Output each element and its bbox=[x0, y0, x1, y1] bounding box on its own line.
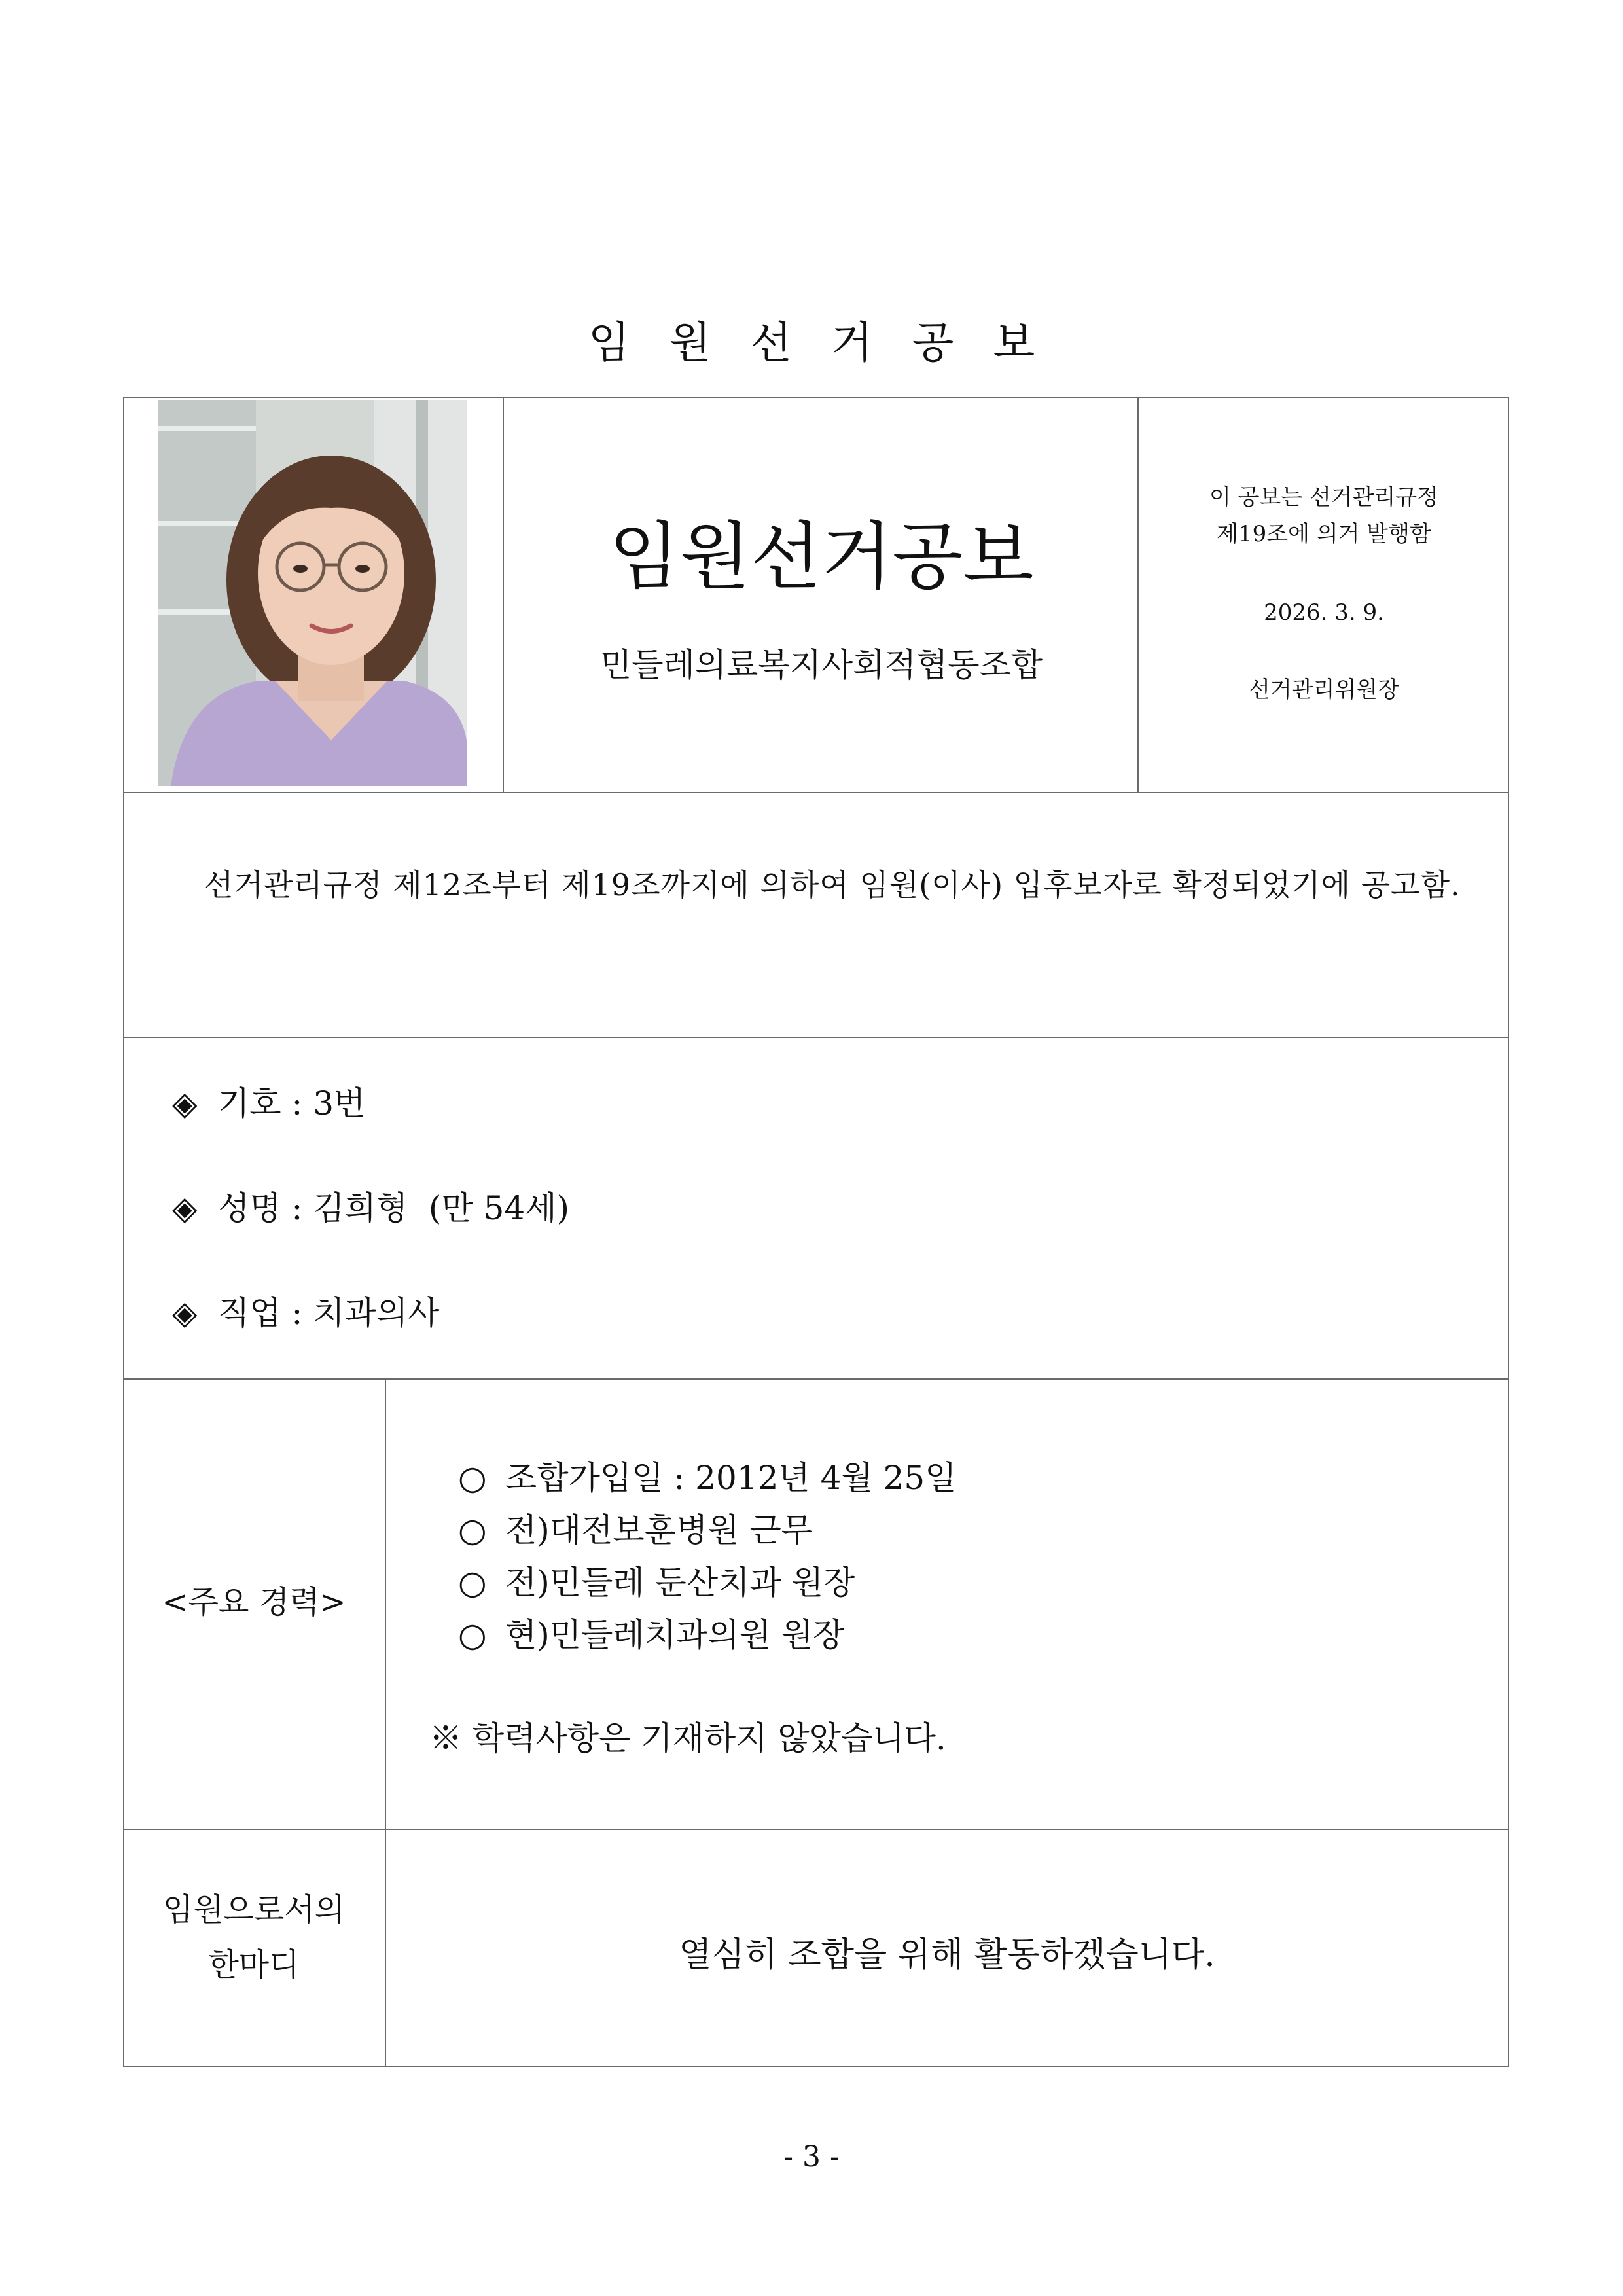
issuance-note-line-2: 제19조에 의거 발행함 bbox=[1217, 521, 1431, 547]
candidate-name-text: 성명 : 김희형 (만 54세) bbox=[218, 1189, 570, 1227]
career-item: ○ 조합가입일 : 2012년 4월 25일 bbox=[458, 1459, 957, 1497]
issuance-note bbox=[1139, 479, 1509, 552]
candidate-comment: 열심히 조합을 위해 활동하겠습니다. bbox=[679, 1935, 1215, 1975]
comment-label-line-2: 한마디 bbox=[208, 1946, 300, 1983]
circle-bullet-icon: ○ bbox=[458, 1459, 487, 1497]
issuance-note-line-1: 이 공보는 선거관리규정 bbox=[1209, 484, 1439, 511]
diamond-bullet-icon: ◈ bbox=[172, 1294, 198, 1332]
circle-bullet-icon: ○ bbox=[458, 1511, 487, 1549]
candidate-name bbox=[172, 1182, 569, 1229]
diamond-bullet-icon: ◈ bbox=[172, 1085, 198, 1122]
document-title: 임원선거공보 bbox=[588, 317, 1075, 368]
education-remark: ※ 학력사항은 기재하지 않았습니다. bbox=[429, 1719, 946, 1757]
comment-label bbox=[123, 1882, 385, 1992]
career-item: ○ 현)민들레치과의원 원장 bbox=[458, 1616, 845, 1654]
signer: 선거관리위원장 bbox=[1249, 677, 1399, 703]
header-title-cell bbox=[504, 397, 1139, 792]
career-item: ○ 전)민들레 둔산치과 원장 bbox=[458, 1564, 855, 1602]
career-item: ○ 전)대전보훈병원 근무 bbox=[458, 1511, 813, 1549]
career-label: <주요 경력> bbox=[162, 1584, 346, 1621]
page-number: - 3 - bbox=[783, 2140, 840, 2174]
candidate-photo bbox=[158, 400, 467, 786]
diamond-bullet-icon: ◈ bbox=[172, 1189, 198, 1227]
announcement-text: 선거관리규정 제12조부터 제19조까지에 의하여 임원(이사) 입후보자로 확정되었기에 공고함. bbox=[204, 867, 1461, 903]
bulletin-title: 임원선거공보 bbox=[609, 514, 1034, 600]
candidate-number bbox=[172, 1077, 365, 1124]
comment-label-line-1: 임원으로서의 bbox=[162, 1892, 346, 1928]
issuance-info-cell bbox=[1139, 397, 1509, 792]
candidate-number-text: 기호 : 3번 bbox=[218, 1085, 366, 1122]
organization-name: 민들레의료복지사회적협동조합 bbox=[599, 646, 1043, 684]
candidate-job bbox=[172, 1287, 439, 1334]
circle-bullet-icon: ○ bbox=[458, 1564, 487, 1602]
candidate-job-text: 직업 : 치과의사 bbox=[218, 1294, 440, 1332]
issue-date: 2026. 3. 9. bbox=[1264, 600, 1384, 626]
circle-bullet-icon: ○ bbox=[458, 1616, 487, 1654]
election-bulletin-table bbox=[123, 397, 1509, 2067]
